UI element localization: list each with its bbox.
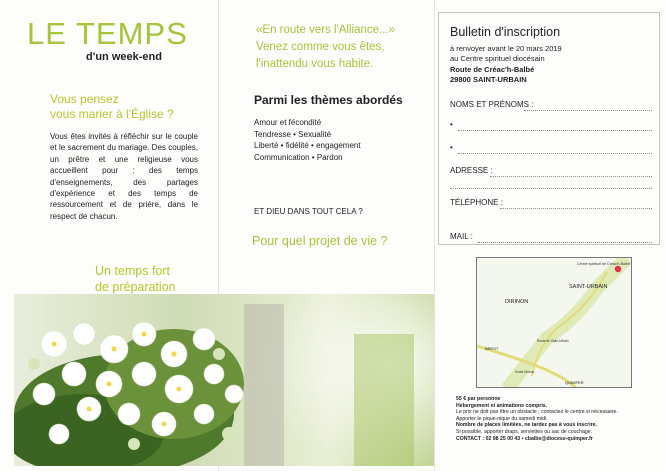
themes-heading: Parmi les thèmes abordés <box>254 93 403 107</box>
projet-question: Pour quel projet de vie ? <box>252 234 388 248</box>
tagline-line: de préparation <box>95 280 176 294</box>
quote-line: Venez comme vous êtes, <box>256 41 385 53</box>
quote-line: l'inattendu vous habite. <box>256 58 374 70</box>
practical-info <box>456 396 626 442</box>
names-bullet-2: • <box>450 143 453 152</box>
names-bullet-1: • <box>450 120 453 129</box>
marriage-question <box>50 92 210 122</box>
question-line-1: Vous pensez <box>50 92 119 106</box>
return-deadline: à renvoyer avant le 20 mars 2019 <box>450 44 562 53</box>
form-title: Bulletin d'inscription <box>450 25 561 39</box>
map-dirinon: DIRINON <box>505 299 529 305</box>
theme-item: Amour et fécondité <box>254 118 322 127</box>
intro-paragraph: Vous êtes invités à réfléchir sur le couple et le sacrement du mariage. Des couples, un prêtre et une religieuse vous accueillent pour : des temps d'enseignements, des partages d'expérience et des temps de ressourcement et de prière, dans le respect de chacun. <box>50 132 198 221</box>
map-centre-label: Centre spirituel de Créac'h-Balbé <box>577 262 630 266</box>
map-illustration <box>477 258 632 388</box>
address-field[interactable] <box>490 176 652 177</box>
theme-item: Communication • Pardon <box>254 152 343 162</box>
bouquet-illustration <box>14 294 434 466</box>
address-label: ADRESSE : <box>450 166 493 175</box>
brochure-title: LE TEMPS <box>27 16 188 51</box>
phone-field[interactable] <box>500 208 652 209</box>
names-label: NOMS ET PRÉNOMS : <box>450 100 534 109</box>
address-line: au Centre spirituel diocésain <box>450 54 545 64</box>
mail-field[interactable] <box>478 242 652 243</box>
names-field-line-1[interactable] <box>458 130 652 131</box>
address-line: 29800 SAINT-URBAIN <box>450 75 527 85</box>
names-field-line-2[interactable] <box>458 153 652 154</box>
bouquet-photo <box>14 294 434 466</box>
map-quimper: QUIMPER <box>565 380 584 385</box>
return-address <box>450 44 562 86</box>
themes-list <box>254 117 361 163</box>
question-line-2: vous marier à l'Église ? <box>50 107 174 121</box>
fold-line-right <box>434 0 435 471</box>
contact-info: CONTACT : 02 98 25 00 43 • cbalbe@diocese-quimper.fr <box>456 435 593 442</box>
access-map <box>476 257 632 388</box>
places-note: Nombre de places limitées, ne tardez pas à vous inscrire. <box>456 422 597 429</box>
theme-item: Tendresse • Sexualité <box>254 129 332 139</box>
money-note: Le prix ne doit pas être un obstacle ; contactez le centre si nécessaire. Apporter le pique-nique du samedi midi. <box>456 409 618 422</box>
map-brest: BREST <box>485 346 499 351</box>
map-route-label: Route de Saint-Urbain <box>537 339 569 343</box>
centre-marker <box>615 266 621 272</box>
sleeping-note: Si possible, apporter draps, serviettes ou sac de couchage. <box>456 428 593 435</box>
brochure-subtitle: d'un week-end <box>86 51 162 63</box>
alliance-quote <box>256 22 426 73</box>
price: 55 € par personne <box>456 396 501 402</box>
lodging-note: Hébergement et animations compris. <box>456 402 548 409</box>
tagline-line: Un temps fort <box>95 264 171 278</box>
theme-item: Liberté • fidélité • engagement <box>254 141 361 150</box>
mail-label: MAIL : <box>450 232 473 241</box>
phone-label: TÉLÉPHONE : <box>450 198 503 207</box>
address-line: Route de Créac'h-Balbé <box>450 64 535 74</box>
address-field-line-2[interactable] <box>450 188 652 189</box>
quote-line: «En route vers l'Alliance...» <box>256 24 395 36</box>
dieu-question: ET DIEU DANS TOUT CELA ? <box>254 207 363 216</box>
map-saint-urbain: SAINT-URBAIN <box>569 284 608 290</box>
map-exit-label: Sortie Dirinon <box>515 370 535 374</box>
names-field[interactable] <box>524 110 652 111</box>
